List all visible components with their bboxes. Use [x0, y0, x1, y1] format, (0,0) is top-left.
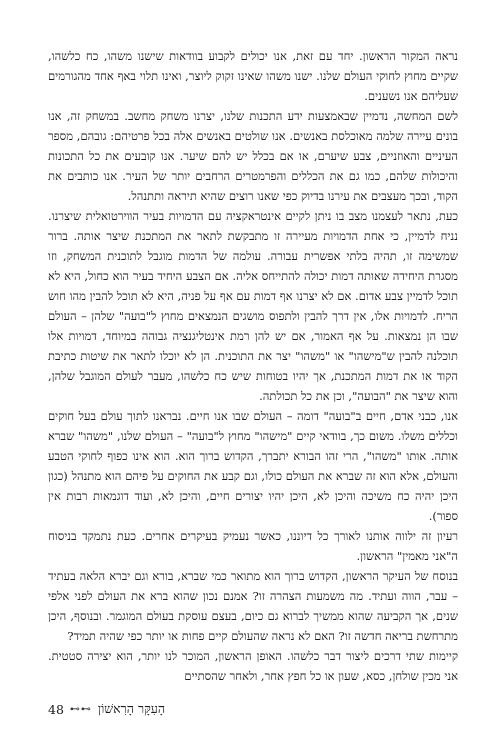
page-footer	[48, 698, 165, 720]
paragraph-5: רעיון זה ילווה אותנו לאורך כל דיוננו, כאשר נעמיק בעיקרים אחרים. כעת נתמקד בניסוח ה"אני מאמין" הראשון.	[48, 529, 458, 563]
body-text	[48, 46, 458, 686]
running-title: הָעִקָּר הָרִאשׁוֹן	[97, 701, 166, 716]
paragraph-6: בנוסח של העיקר הראשון, הקדוש ברוך הוא מתואר כמי שברא, בורא וגם יברא הלאה בעתיד – עבר, הווה ועתיד. מה משמעות הצהרה זו? אמנם נכון שהוא ברא את העולם לפני אלפי שנים, אך הקביעה שהוא ממשיך לברוא גם כיום, בעצם עוסקת בעולם המוגמר. ובנוסף, היכן מתרחשת בריאה חדשה זו? האם לא נראה שהעולם קיים פחות או יותר כפי שהיה תמיד?	[48, 569, 458, 643]
ornament-icon: ⊷⊷	[69, 703, 92, 715]
paragraph-4: אנו, כבני אדם, חיים ב"בועה" דומה – העולם שבו אנו חיים. נבראנו לתוך עולם בעל חוקים וכללים משלו. משום כך, בוודאי קיים "מישהו" מחוץ ל"בועה" – העולם שלנו, "משהו" שברא אותה. אותו "משהו", הרי זהו הבורא יתברך, הקדוש ברוך הוא. הוא אינו כפוף לחוקי הטבע והעולם, אלא הוא זה שברא את העולם כולו, וגם קבע את החוקים על פיהם הוא מתנהל (כגון היכן יהיה כח משיכה והיכן לא, היכן יהיו יצורים חיים, והיכן לא, ועוד דוגמאות רבות אין ספור).	[48, 409, 458, 523]
paragraph-3: כעת, נתאר לעצמנו מצב בו ניתן לקיים אינטראקציה עם הדמויות בעיר הווירטואלית שיצרנו. נניח לדמיין, כי אחת הדמויות מעיירה זו מתבקשת לתאר את המתכנת שיצר אותה. ברור שמשימה זו, תהיה בלתי אפשרית עבורה. עולמה של הדמות מוגבל לתוכנית המשחק, וזו מסגרת היחידה שאותה דמות יכולה להתייחס אליה. אם הצבע היחיד בעיר הוא כחול, היא לא תוכל לדמיין צבע אדום. אם לא יצרנו אף דמות עם אף על פניה, היא לא תוכל להבין מהו חוש הריח. לדמויות אלו, אין דרך להבין ולתפוס מושגים הנמצאים מחוץ ל"בועה" שלהן – העולם שבו הן נמצאות. על אף האמור, אם יש להן רמת אינטליגנציה גבוהה במיוחד, דמויות אלו תוכלנה להבין ש"מישהו" או "משהו" יצר את התוכנית. הן לא יוכלו לתאר את שיטות כתיבת הקוד או את דמות המתכנת, אך יהיו בטוחות שיש כח כלשהו, מעבר לעולם המוגבל שלהן, והוא שיצר את "הבועה", וכן את כל תכולתה.	[48, 209, 458, 403]
paragraph-2: לשם המחשה, נדמיין שבאמצעות ידע התכנות שלנו, יצרנו משחק מחשב. במשחק זה, אנו בונים עיירה שלמה מאוכלסת באנשים. אנו שולטים באנשים אלה בכל פרטיהם: גובהם, מספר העיניים והאוזניים, צבע שיערם, או אם בכלל יש להם שיער. אנו קובעים את כל התכונות והיכולות שלהם, כמו גם את הכללים והפרמטרים הרחבים יותר של העיר. אנו כותבים את הקוד, ובכך מעצבים את עירנו בדיוק כפי שאנו רוצים שהיא תיראה ותתנהל.	[48, 109, 458, 203]
paragraph-1: נראה המקור הראשון. יחד עם זאת, אנו יכולים לקבוע בוודאות שישנו משהו, כח כלשהו, שקיים מחוץ לחוקי העולם שלנו. ישנו משהו שאינו זקוק ליוצר, ואינו תלוי באף אחד מהגורמים שעליהם אנו נשענים.	[48, 49, 458, 103]
paragraph-7: קיימות שתי דרכים ליצור דבר כלשהו. האופן הראשון, המוכר לנו יותר, הוא יצירה סטטית. אני מכין שולחן, כסא, שעון או כל חפץ אחר, ולאחר שהסתיים	[48, 649, 458, 683]
page-number: 48	[48, 701, 64, 717]
